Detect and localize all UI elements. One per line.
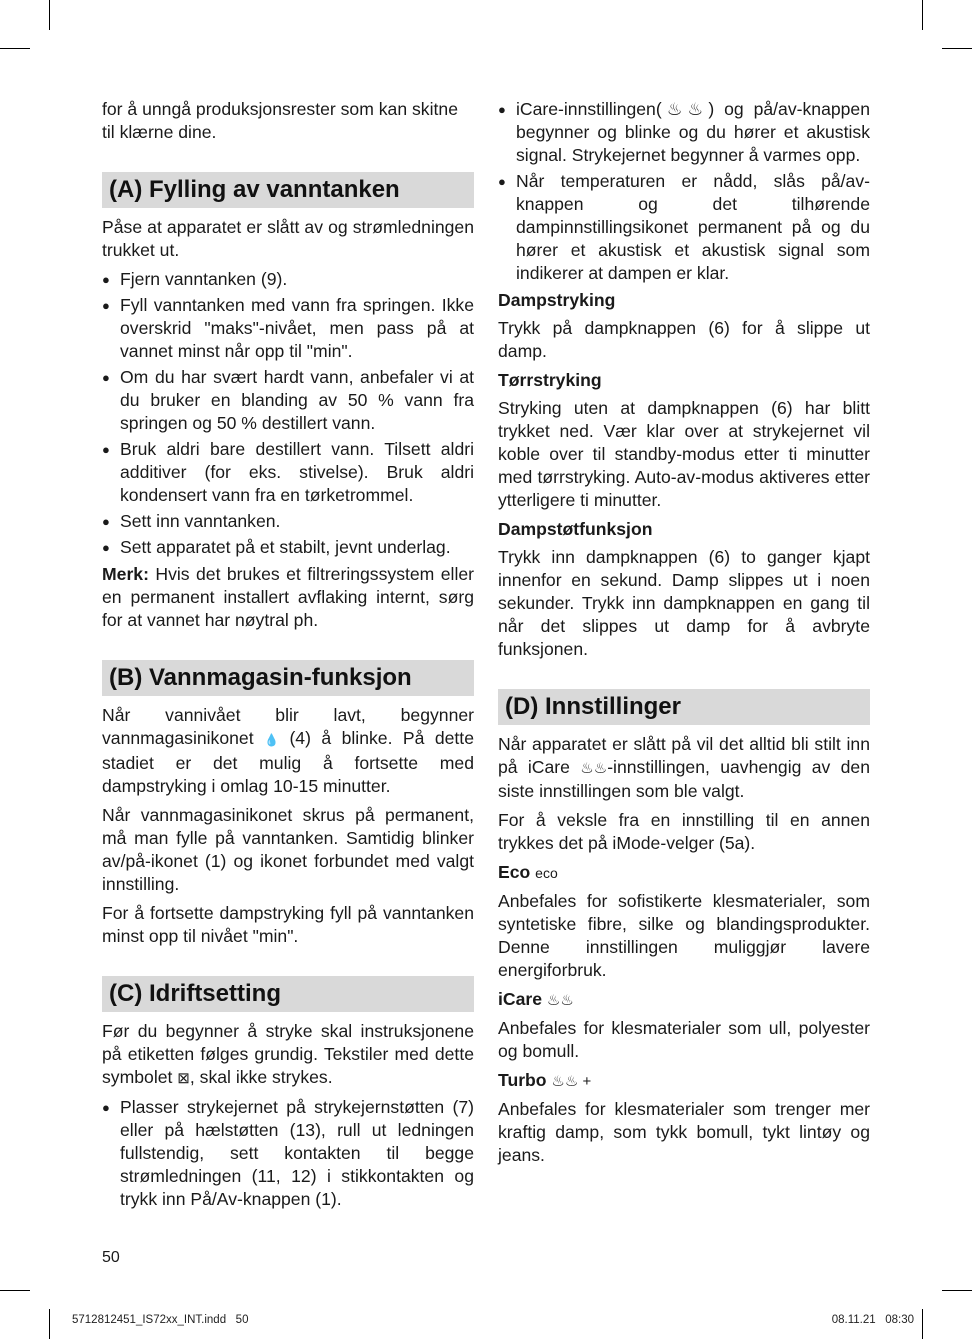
note-text: Hvis det brukes et filtreringssystem eller en permanent installert avflaking internt, sørg for at vannet har nøytral ph. — [102, 564, 474, 630]
footer-file: 5712812451_IS72xx_INT.indd 50 — [72, 1314, 249, 1326]
icare-text: Anbefales for klesmaterialer som ull, polyester og bomull. — [498, 1018, 870, 1061]
a-bullet-list — [102, 268, 474, 559]
turbo-icon: ♨♨ + — [551, 1073, 592, 1090]
crop-mark — [49, 1309, 50, 1339]
crop-mark — [922, 0, 923, 30]
list-item: ● Fyll vanntanken med vann fra springen. Ikke overskrid "maks"-nivået, men pass på at vannet minst når opp til "min". — [102, 294, 474, 363]
torrstryking-title: Tørrstryking — [498, 370, 602, 390]
icare-label: iCare — [498, 989, 543, 1009]
c-p1-end: , skal ikke strykes. — [189, 1067, 333, 1087]
eco-text: Anbefales for sofistikerte klesmaterialer, som syntetiske fibre, silke og blandingsprodukter. Denne innstillingen muliggjør lavere energiforbruk. — [498, 891, 870, 980]
b-paragraph-3: For å fortsette dampstryking fyll på vanntanken minst opp til nivået "min". — [102, 903, 474, 946]
dampstryking-text: Trykk på dampknappen (6) for å slippe ut damp. — [498, 318, 870, 361]
list-item: ● Plasser strykejernet på strykejernstøtten (7) eller på hælstøtten (13), rull ut ledningen fullstendig, sett kontakten til begge strømledningen (11, 12) i stikkontakten og trykk inn På/Av-knappen (1). — [102, 1096, 474, 1211]
list-item: ● Når temperaturen er nådd, slås på/av-knappen og det tilhørende dampinnstillingsikonet permanent på og du hører et akustisk et akustisk signal som indikerer at dampen er klar. — [498, 170, 870, 285]
icare-steam-icon: ♨♨ — [580, 760, 608, 777]
crop-mark — [942, 1290, 972, 1291]
d-paragraph-1 — [498, 733, 870, 803]
heading-d: (D) Innstillinger — [498, 689, 870, 725]
no-iron-icon: ⊠ — [177, 1070, 190, 1087]
intro-text: for å unngå produksjonsrester som kan skitne til klærne dine. — [102, 99, 458, 142]
d-p1-end: -innstillingen, uavhengig av den siste innstillingen som ble valgt. — [498, 757, 871, 801]
eco-title — [498, 861, 870, 885]
b-p1-end: (4) å blinke. På dette stadiet er det mulig å fortsette med dampstryking i omlag 10-15 minutter. — [102, 728, 474, 796]
turbo-text: Anbefales for klesmaterialer som trenger mer kraftig damp, som tykk bomull, tykt lintøy og jeans. — [498, 1099, 870, 1165]
dampstryking-title: Dampstryking — [498, 290, 616, 310]
d-p1-start: Når apparatet er slått på vil det alltid bli stilt inn på iCare — [498, 734, 870, 777]
dampstot-text: Trykk inn dampknappen (6) to ganger kjapt innenfor en sekund. Damp slippes ut i noen sekunder. Trykk inn dampknappen en gang til når det slippes ut damp for å avbryte funksjonen. — [498, 547, 870, 659]
torrstryking-text: Stryking uten at dampknappen (6) har blitt trykket ned. Vær klar over at strykejernet vil koble over til standby-modus etter ti minutter med tørrstryking. Auto-av-modus aktiveres etter ytterligere ti minutter. — [498, 398, 870, 510]
b-paragraph-2: Når vannmagasinikonet skrus på permanent, må man fylle på vanntanken. Samtidig blinker av/på-ikonet (1) og ikonet forbundet med valgt innstilling. — [102, 805, 474, 894]
note-label: Merk: — [102, 564, 149, 584]
page-number: 50 — [102, 1249, 120, 1266]
heading-a: (A) Fylling av vanntanken — [102, 172, 474, 208]
list-item: ● Om du har svært hardt vann, anbefaler vi at du bruker en blanding av 50 % vann fra springen og 50 % destillert vann. — [102, 366, 474, 435]
b-paragraph-1 — [102, 704, 474, 798]
turbo-title — [498, 1069, 870, 1093]
list-item: ● iCare-innstillingen(♨♨) og på/av-knappen begynner og blinke og du hører et akustisk signal. Strykejernet begynner å varmes opp. — [498, 98, 870, 167]
right-bullet-list — [498, 98, 870, 285]
icare-icon: ♨♨ — [546, 992, 574, 1009]
eco-label: Eco — [498, 862, 531, 882]
turbo-label: Turbo — [498, 1070, 547, 1090]
c-paragraph — [102, 1020, 474, 1090]
eco-icon: eco — [535, 865, 558, 881]
crop-mark — [0, 48, 30, 49]
crop-mark — [942, 48, 972, 49]
list-item: ● Sett apparatet på et stabilt, jevnt underlag. — [102, 536, 474, 559]
footer-datetime: 08.11.21 08:30 — [831, 1314, 914, 1326]
right-column — [498, 98, 870, 1173]
b-p1-start: Når vannivået blir lavt, begynner vannmagasinikonet — [102, 705, 474, 748]
crop-mark — [0, 1290, 30, 1291]
crop-mark — [922, 1309, 923, 1339]
list-item: ● Sett inn vanntanken. — [102, 510, 474, 533]
heading-c: (C) Idriftsetting — [102, 976, 474, 1012]
icare-title — [498, 988, 870, 1012]
d-paragraph-2: For å veksle fra en innstilling til en annen trykkes det på iMode-velger (5a). — [498, 810, 870, 853]
water-drop-icon: 💧 — [264, 733, 279, 747]
list-item: ● Bruk aldri bare destillert vann. Tilsett aldri additiver (for eks. stivelse). Bruk aldri kondensert vann fra en tørketrommel. — [102, 438, 474, 507]
c-p1-start: Før du begynner å stryke skal instruksjonene på etiketten følges grundig. Tekstiler med dette symbolet — [102, 1021, 474, 1087]
crop-mark — [49, 0, 50, 30]
dampstot-title: Dampstøtfunksjon — [498, 519, 653, 539]
a-note — [102, 563, 474, 632]
c-bullet-list — [102, 1096, 474, 1211]
list-item: ● Fjern vanntanken (9). — [102, 268, 474, 291]
a-paragraph: Påse at apparatet er slått av og strømledningen trukket ut. — [102, 217, 474, 260]
heading-b: (B) Vannmagasin-funksjon — [102, 660, 474, 696]
left-column — [102, 98, 474, 1215]
